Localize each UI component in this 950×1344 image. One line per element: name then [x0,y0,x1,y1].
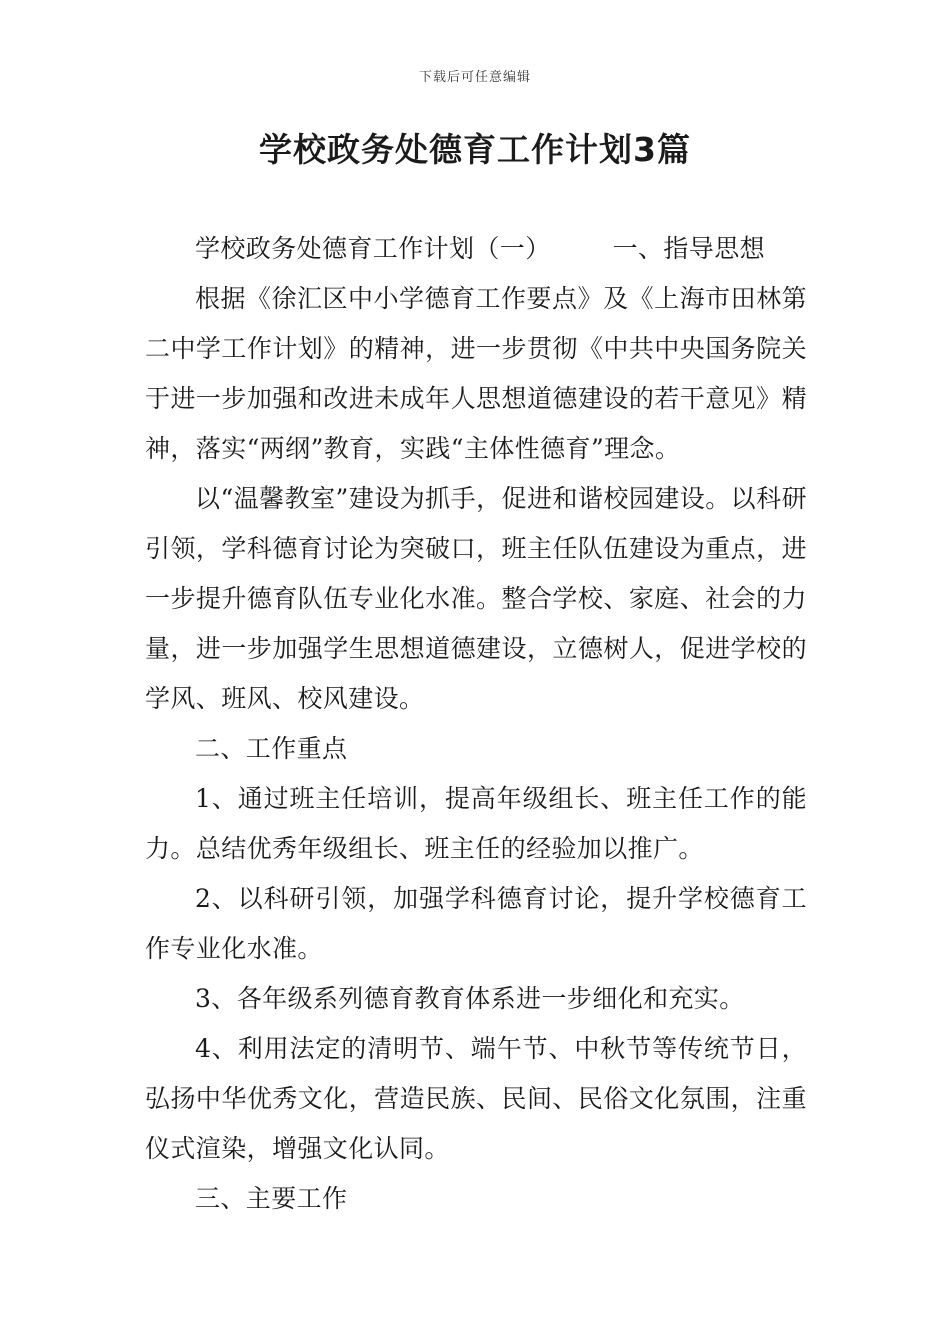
header-note: 下载后可任意编辑 [418,70,531,85]
section-heading-work-focus: 二、工作重点 [195,734,348,763]
focus-item-3: 3、各年级系列德育教育体系进一步细化和充实。 [195,984,745,1013]
section-heading-guiding-ideology: 一、指导思想 [612,234,766,263]
paragraph-basis: 根据《徐汇区中小学德育工作要点》及《上海市田林第二中学工作计划》的精神，进一步贯彻《中共中央国务院关于进一步加强和改进未成年人思想道德建设的若干意见》精神，落实“两纲”教育，实践“主体性德育”理念。 [145,284,807,463]
focus-item-2: 2、以科研引领，加强学科德育讨论，提升学校德育工作专业化水准。 [145,884,807,963]
intro-line [145,224,807,274]
focus-item-4: 4、利用法定的清明节、端午节、中秋节等传统节日，弘扬中华优秀文化，营造民族、民间、民俗文化氛围，注重仪式渲染，增强文化认同。 [145,1034,807,1163]
section-heading-main-work: 三、主要工作 [195,1184,348,1213]
focus-item-1: 1、通过班主任培训，提高年级组长、班主任工作的能力。总结优秀年级组长、班主任的经验加以推广。 [145,784,807,863]
document-title: 学校政务处德育工作计划3篇 [259,130,691,169]
plan-subtitle: 学校政务处德育工作计划（一） [195,234,551,263]
paragraph-approach: 以“温馨教室”建设为抓手，促进和谐校园建设。以科研引领，学科德育讨论为突破口，班主任队伍建设为重点，进一步提升德育队伍专业化水准。整合学校、家庭、社会的力量，进一步加强学生思想道德建设，立德树人，促进学校的学风、班风、校风建设。 [145,484,807,713]
document-body [145,224,807,1224]
